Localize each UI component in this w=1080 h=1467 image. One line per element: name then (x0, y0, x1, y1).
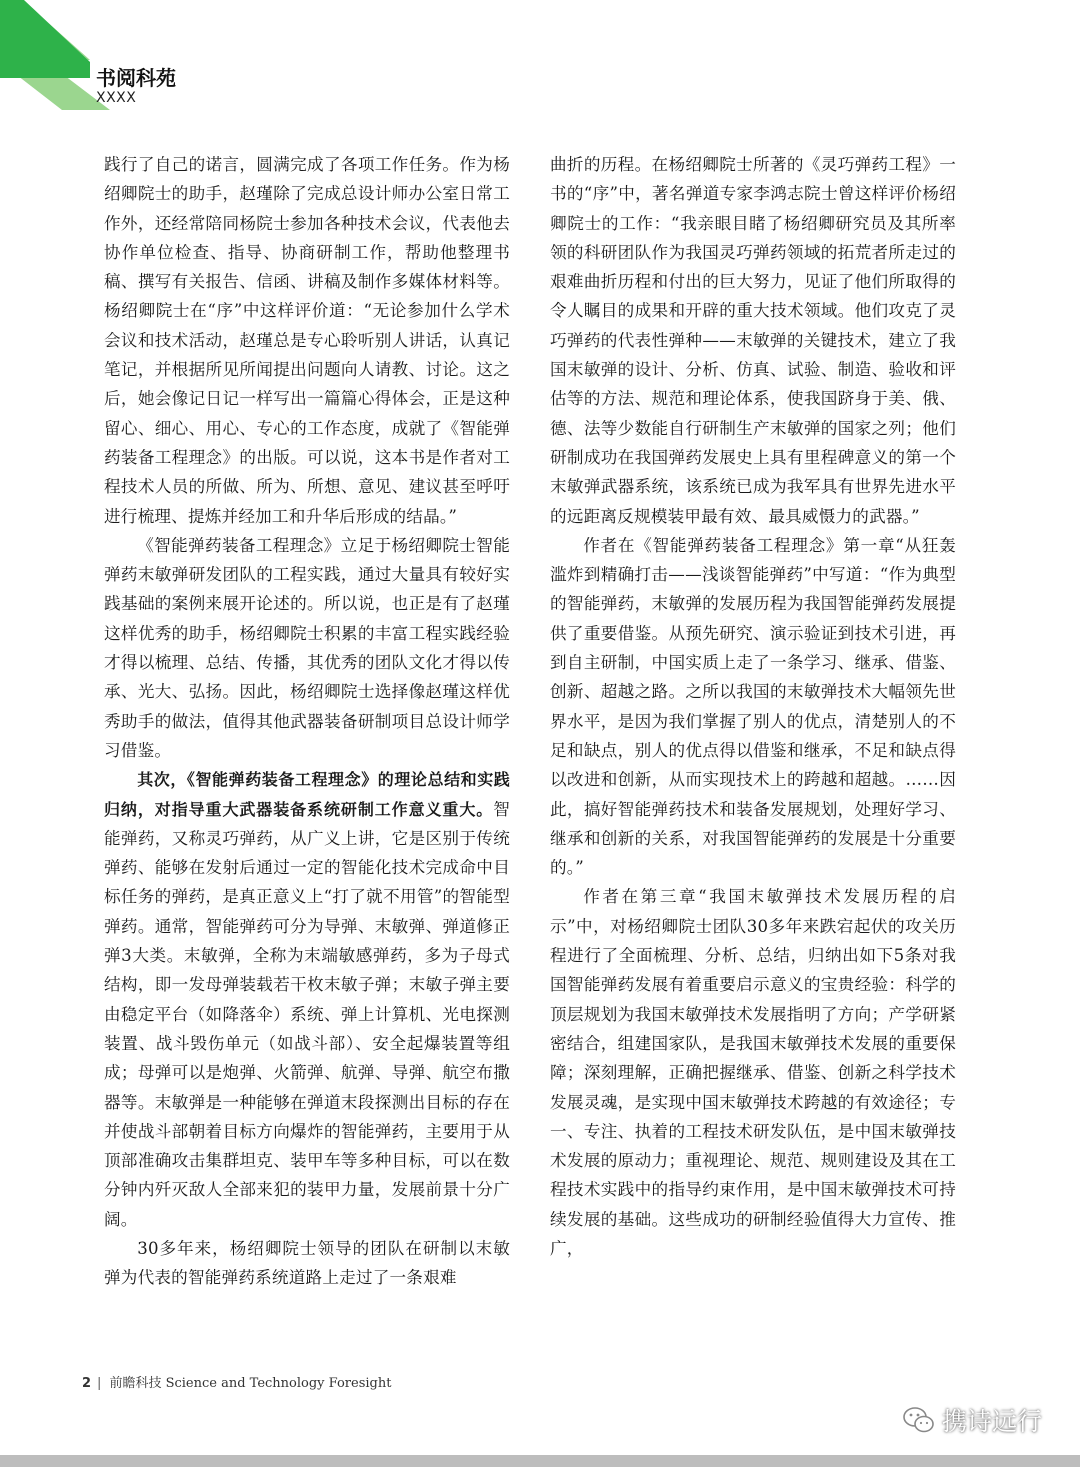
left-column (104, 150, 510, 1293)
green-stripe (0, 0, 90, 78)
watermark-text: 携诗远行 (942, 1407, 1043, 1436)
wechat-icon (902, 1405, 936, 1435)
magazine-name: 前瞻科技 Science and Technology Foresight (109, 1376, 392, 1391)
bottom-bar (0, 1455, 1080, 1467)
right-column (550, 150, 956, 1263)
right-paragraph-3: 作者在第三章“我国末敏弹技术发展历程的启示”中，对杨绍卿院士团队30多年来跌宕起伏的攻关历程进行了全面梳理、分析、总结，归纳出如下5条对我国智能弹药发展有着重要启示意义的宝贵经验：科学的顶层规划为我国末敏弹技术发展指明了方向；产学研紧密结合，组建国家队，是我国末敏弹技术发展的重要保障；深刻理解，正确把握继承、借鉴、创新之科学技术发展灵魂，是实现中国末敏弹技术跨越的有效途径；专一、专注、执着的工程技术研发队伍，是中国末敏弹技术发展的原动力；重视理论、规范、规则建设及其在工程技术实践中的指导约束作用，是中国末敏弹技术可持续发展的基础。这些成功的研制经验值得大力宣传、推广， (550, 887, 956, 1258)
section-title: 书阅科苑 (96, 66, 176, 90)
page-footer (82, 1372, 391, 1391)
footer-separator: | (97, 1376, 102, 1391)
page-number: 2 (82, 1376, 92, 1391)
watermark (902, 1402, 1042, 1438)
left-paragraph-3 (104, 765, 510, 1234)
left-paragraph-3-emphasis: 其次，《智能弹药装备工程理念》的理论总结和实践归纳，对指导重大武器装备系统研制工作意义重大。 (104, 770, 510, 819)
left-paragraph-3-body: 智能弹药，又称灵巧弹药，从广义上讲，它是区别于传统弹药、能够在发射后通过一定的智能化技术完成命中目标任务的弹药，是真正意义上“打了就不用管”的智能型弹药。通常，智能弹药可分为导弹、末敏弹、弹道修正弹3大类。末敏弹，全称为末端敏感弹药，多为子母式结构，即一发母弹装载若干枚末敏子弹；末敏子弹主要由稳定平台（如降落伞）系统、弹上计算机、光电探测装置、战斗毁伤单元（如战斗部）、安全起爆装置等组成；母弹可以是炮弹、火箭弹、航弹、导弹、航空布撒器等。末敏弹是一种能够在弹道末段探测出目标的存在并使战斗部朝着目标方向爆炸的智能弹药，主要用于从顶部准确攻击集群坦克、装甲车等多种目标，可以在数分钟内歼灭敌人全部来犯的装甲力量，发展前景十分广阔。 (104, 799, 510, 1229)
right-paragraph-2: 作者在《智能弹药装备工程理念》第一章“从狂轰滥炸到精确打击——浅谈智能弹药”中写道：“作为典型的智能弹药，末敏弹的发展历程为我国智能弹药发展提供了重要借鉴。从预先研究、演示验证到技术引进，再到自主研制，中国实质上走了一条学习、继承、借鉴、创新、超越之路。之所以我国的末敏弹技术大幅领先世界水平，是因为我们掌握了别人的优点，清楚别人的不足和缺点，别人的优点得以借鉴和继承，不足和缺点得以改进和创新，从而实现技术上的跨越和超越。……因此，搞好智能弹药技术和装备发展规划，处理好学习、继承和创新的关系，对我国智能弹药的发展是十分重要的。” (550, 535, 956, 878)
left-paragraph-1: 践行了自己的诺言，圆满完成了各项工作任务。作为杨绍卿院士的助手，赵瑾除了完成总设计师办公室日常工作外，还经常陪同杨院士参加各种技术会议，代表他去协作单位检查、指导、协商研制工作，帮助他整理书稿、撰写有关报告、信函、讲稿及制作多媒体材料等。杨绍卿院士在“序”中这样评价道：“无论参加什么学术会议和技术活动，赵瑾总是专心聆听别人讲话，认真记笔记，并根据所见所闻提出问题向人请教、讨论。这之后，她会像记日记一样写出一篇篇心得体会，正是这种留心、细心、用心、专心的工作态度，成就了《智能弹药装备工程理念》的出版。可以说，这本书是作者对工程技术人员的所做、所为、所想、意见、建议甚至呼吁进行梳理、提炼并经加工和升华后形成的结晶。” (104, 155, 510, 526)
section-subtitle: XXXX (96, 90, 137, 106)
left-paragraph-2: 《智能弹药装备工程理念》立足于杨绍卿院士智能弹药末敏弹研发团队的工程实践，通过大量具有较好实践基础的案例来展开论述的。所以说，也正是有了赵瑾这样优秀的助手，杨绍卿院士积累的丰富工程实践经验才得以梳理、总结、传播，其优秀的团队文化才得以传承、光大、弘扬。因此，杨绍卿院士选择像赵瑾这样优秀助手的做法，值得其他武器装备研制项目总设计师学习借鉴。 (104, 535, 510, 760)
right-paragraph-1: 曲折的历程。在杨绍卿院士所著的《灵巧弹药工程》一书的“序”中，著名弹道专家李鸿志院士曾这样评价杨绍卿院士的工作：“我亲眼目睹了杨绍卿研究员及其所率领的科研团队作为我国灵巧弹药领域的拓荒者所走过的艰难曲折历程和付出的巨大努力，见证了他们所取得的令人瞩目的成果和开辟的重大技术领域。他们攻克了灵巧弹药的代表性弹种——末敏弹的关键技术，建立了我国末敏弹的设计、分析、仿真、试验、制造、验收和评估等的方法、规范和理论体系，使我国跻身于美、俄、德、法等少数能自行研制生产末敏弹的国家之列；他们研制成功在我国弹药发展史上具有里程碑意义的第一个末敏弹武器系统，该系统已成为我军具有世界先进水平的远距离反规模装甲最有效、最具威慑力的武器。” (550, 155, 956, 526)
left-paragraph-4: 30多年来，杨绍卿院士领导的团队在研制以末敏弹为代表的智能弹药系统道路上走过了一条艰难 (104, 1238, 510, 1288)
